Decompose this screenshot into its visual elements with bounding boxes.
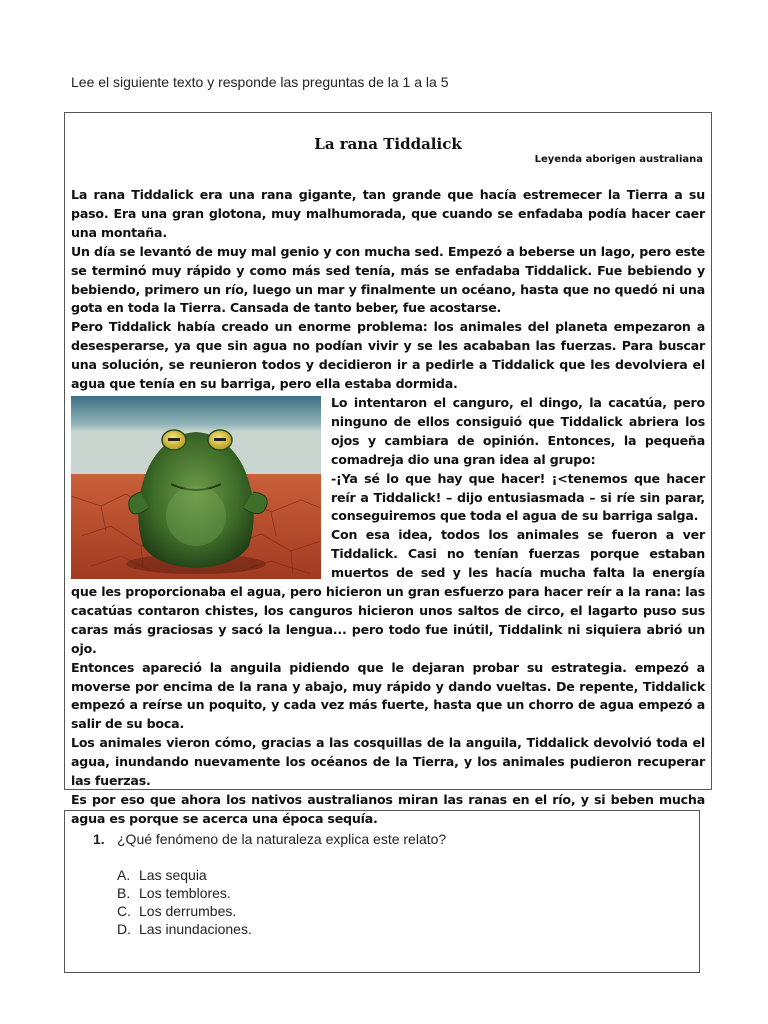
option-letter: B.	[117, 885, 131, 901]
story-paragraph: La rana Tiddalick era una rana gigante, tan grande que hacía estremecer la Tierra a su paso. Era una gran glotona, muy malhumorada, que cuando se enfadaba podía hacer caer una montaña.	[71, 187, 705, 240]
story-paragraph: -¡Ya sé lo que hay que hacer! ¡<tenemos que hacer reír a Tiddalick! – dijo entusiasmada – si ríe sin parar, conseguiremos que toda el agua de su barriga salga.	[331, 470, 705, 524]
story-paragraph: Lo intentaron el canguro, el dingo, la cacatúa, pero ninguno de ellos consiguió que Tiddalick abriera los ojos y cambiara de opinión. Entonces, la pequeña comadreja dio una gran idea al grupo:	[331, 394, 705, 467]
story-subtitle: Leyenda aborigen australiana	[534, 154, 703, 165]
question-1	[93, 831, 446, 847]
answer-options	[117, 866, 252, 938]
frog-image	[71, 396, 321, 579]
option-d[interactable]	[117, 920, 252, 938]
frog-illustration	[71, 396, 321, 579]
story-box	[64, 112, 712, 826]
story-paragraph: Los animales vieron cómo, gracias a las cosquillas de la anguila, Tiddalick devolvió toda el agua, inundando nuevamente los océanos de la Tierra, y los animales pudieron recuperar las fuerzas.	[71, 735, 705, 789]
option-c[interactable]	[117, 902, 252, 920]
option-letter: A.	[117, 867, 131, 883]
option-b[interactable]	[117, 884, 252, 902]
question-text: ¿Qué fenómeno de la naturaleza explica este relato?	[117, 831, 447, 847]
question-box	[64, 810, 700, 973]
story-paragraph: Entonces apareció la anguila pidiendo que le dejaran probar su estrategia. empezó a moverse por encima de la rana y abajo, muy rápido y dando vueltas. De repente, Tiddalick empezó a reírse un poquito, y cada vez más fuerte, hasta que un chorro de agua empezó a salir de su boca.	[71, 659, 705, 732]
option-letter: C.	[117, 903, 131, 919]
story-title: La rana Tiddalick	[314, 135, 462, 153]
option-letter: D.	[117, 921, 131, 937]
instruction-text: Lee el siguiente texto y responde las preguntas de la 1 a la 5	[71, 74, 449, 90]
option-text: Las sequia	[139, 867, 207, 883]
story-paragraph: Un día se levantó de muy mal genio y con mucha sed. Empezó a beberse un lago, pero este se terminó muy rápido y como más sed tenía, más se enfadaba Tiddalick. Fue bebiendo y bebiendo, primero un río, luego un mar y finalmente un océano, hasta que no quedó ni una gota en toda la Tierra. Cansada de tanto beber, fue acostarse.	[71, 243, 705, 316]
option-text: Los temblores.	[139, 885, 231, 901]
story-body	[71, 186, 705, 829]
story-paragraph: Pero Tiddalick había creado un enorme problema: los animales del planeta empezaron a desesperarse, ya que sin agua no podían vivir y se les acababan las fuerzas. Para buscar una solución, se reunieron todos y decidieron ir a pedirle a Tiddalick que les devolviera el agua que tenía en su barriga, pero ella estaba dormida.	[71, 319, 705, 392]
story-paragraph: Con esa idea, todos los animales se fueron a ver Tiddalick. Casi no tenían fuerzas porque estaban muertos de sed y les hacía mucha falta la energía que les proporcionaba el agua, pero hicieron un gran esfuerzo para hacer reír a la rana: las cacatúas contaron chistes, los canguros hicieron unos saltos de circo, el lagarto puso sus caras más graciosas y sacó la lengua... pero todo fue inútil, Tiddalink ni siquiera abrió un ojo.	[71, 527, 705, 656]
option-text: Las inundaciones.	[139, 921, 252, 937]
option-text: Los derrumbes.	[139, 903, 237, 919]
option-a[interactable]	[117, 866, 252, 884]
story-paragraph: Es por eso que ahora los nativos australianos miran las ranas en el río, y si beben mucha agua es porque se acerca una época sequía.	[71, 792, 705, 826]
question-number: 1.	[93, 831, 105, 847]
